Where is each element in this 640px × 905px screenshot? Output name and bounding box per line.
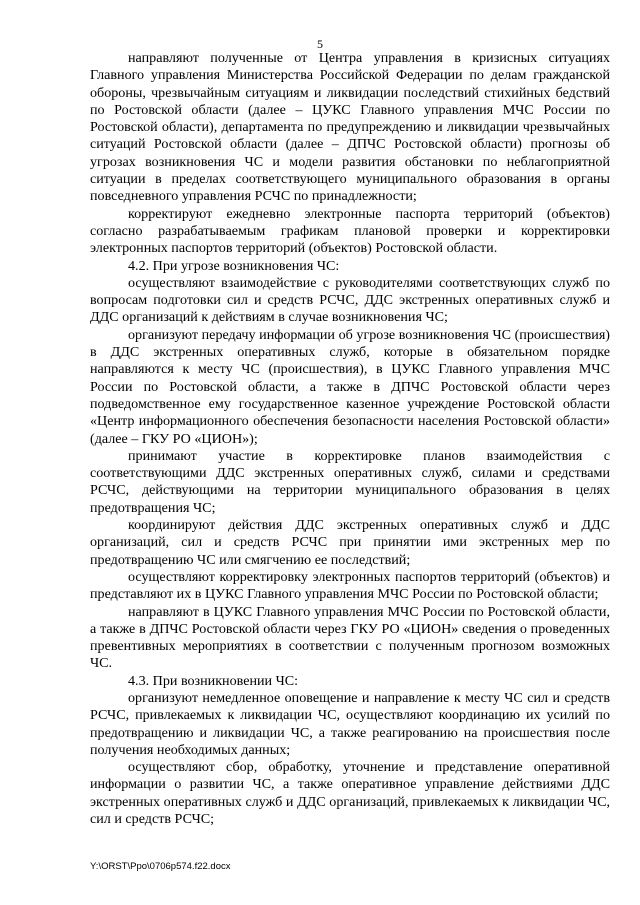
document-body bbox=[90, 50, 610, 828]
paragraph-send-measures: направляют в ЦУКС Главного управления МЧС России по Ростовской области, а также в ДПЧС Ростовской области через ГКУ РО «ЦИОН» сведения о проведенных превентивных мероприятиях в соответствии с полученным прогнозом возможных ЧС. bbox=[90, 603, 610, 672]
page-number: 5 bbox=[317, 37, 323, 51]
section-heading-4-2: 4.2. При угрозе возникновения ЧС: bbox=[128, 257, 340, 274]
paragraph-adjust-passports: осуществляют корректировку электронных паспортов территорий (объектов) и представляют их в ЦУКС Главного управления МЧС России по Ростовской области; bbox=[90, 568, 610, 603]
paragraph-interaction: осуществляют взаимодействие с руководителями соответствующих служб по вопросам подготовки сил и средств РСЧС, ДДС экстренных оперативных служб и ДДС организаций к действиям в случае возникновения ЧС; bbox=[90, 274, 610, 326]
section-heading-4-3: 4.3. При возникновении ЧС: bbox=[128, 672, 299, 689]
paragraph-collect-info: осуществляют сбор, обработку, уточнение и представление оперативной информации о развитии ЧС, а также оперативное управление действиями ДДС экстренных оперативных служб и ДДС организаций, привлекаемых к ликвидации ЧС, сил и средств РСЧС; bbox=[90, 759, 610, 828]
paragraph-forward-forecasts: направляют полученные от Центра управления в кризисных ситуациях Главного управления Министерства Российской Федерации по делам гражданской обороны, чрезвычайным ситуациям и ликвидации последствий стихийных бедствий по Ростовской области (далее – ЦУКС Главного управления МЧС России по Ростовской области), департамента по предупреждению и ликвидации чрезвычайных ситуаций Ростовской области (далее – ДПЧС Ростовской области) прогнозы об угрозах возникновения ЧС и модели развития обстановки по неблагоприятной ситуации в пределах соответствующего муниципального образования в органы повседневного управления РСЧС по принадлежности; bbox=[90, 50, 610, 205]
paragraph-alert-dispatch: организуют немедленное оповещение и направление к месту ЧС сил и средств РСЧС, привлекаемых к ликвидации ЧС, осуществляют координацию их усилий по предотвращению и ликвидации ЧС, а также реагированию на происшествия после получения необходимых данных; bbox=[90, 689, 610, 758]
paragraph-correct-passports: корректируют ежедневно электронные паспорта территорий (объектов) согласно разрабатываемым графикам плановой проверки и корректировки электронных паспортов территорий (объектов) Ростовской области. bbox=[90, 205, 610, 257]
footer-file-path: Y:\ORST\Ppo\0706p574.f22.docx bbox=[90, 861, 231, 872]
paragraph-coordinate: координируют действия ДДС экстренных оперативных служб и ДДС организаций, сил и средств РСЧС при принятии ими экстренных мер по предотвращению ЧС или смягчению ее последствий; bbox=[90, 517, 610, 568]
paragraph-transfer-info: организуют передачу информации об угрозе возникновения ЧС (происшествия) в ДДС экстренных оперативных служб, которые в обязательном порядке направляются к месту ЧС (происшествия), в ЦУКС Главного управления МЧС России по Ростовской области, а также в ДПЧС Ростовской области через подведомственное ему государственное казенное учреждение Ростовской области «Центр информационного обеспечения безопасности населения Ростовской области» (далее – ГКУ РО «ЦИОН»); bbox=[90, 326, 610, 447]
paragraph-participate-plans: принимают участие в корректировке планов взаимодействия с соответствующими ДДС экстренных оперативных служб, силами и средствами РСЧС, действующими на территории муниципального образования в целях предотвращения ЧС; bbox=[90, 447, 610, 516]
